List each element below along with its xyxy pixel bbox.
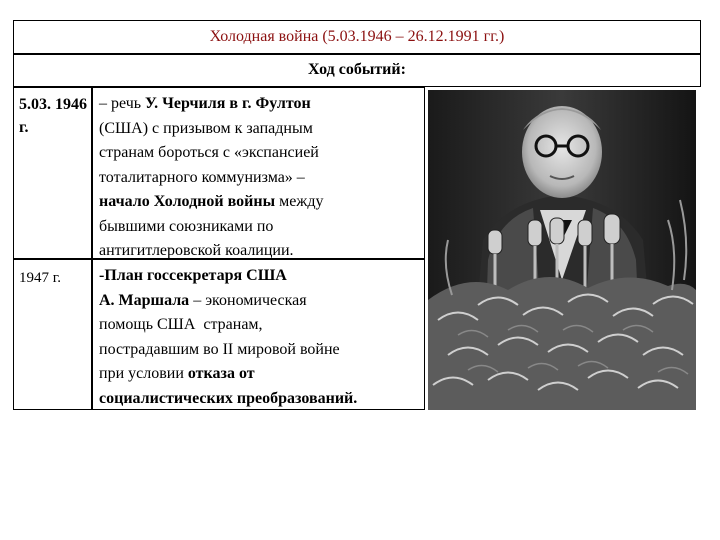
event-date-2: 1947 г. [19,270,61,286]
event-line [99,117,424,142]
event-text-bold: -План госсекретаря США [99,267,287,284]
event-text-run: (США) с призывом к западным [99,119,313,137]
event-text-bold: У. Черчиля в г. Фултон [145,95,311,112]
event-text-run: – экономическая [189,291,307,309]
event-line [99,92,424,117]
event-line [99,215,424,240]
event-text-run: помощь США странам, [99,316,263,333]
text-cell-2 [92,259,425,410]
event-text-run: тоталитарного коммунизма» – [99,168,305,186]
slide-title: Холодная война (5.03.1946 – 26.12.1991 гг.) [209,28,505,45]
event-text-run: при условии [99,365,188,382]
event-line [99,141,424,166]
event-line [99,166,424,191]
event-text-2 [99,264,424,411]
text-cell-1 [92,87,425,259]
event-text-bold: социалистических преобразований. [99,389,358,407]
date-cell-1 [13,87,92,259]
event-text-run: между [275,193,324,210]
subtitle-cell [13,54,701,87]
event-text-run: антигитлеровской коалиции. [99,242,294,259]
event-line [99,387,424,412]
events-heading: Ход событий: [308,61,406,78]
event-text-run: бывшими союзниками по [99,217,274,235]
event-text-bold: А. Маршала [99,291,190,309]
event-text-bold: начало Холодной войны [99,193,276,210]
event-text-run: – речь [99,95,146,112]
event-line [99,264,424,289]
event-line [99,313,424,338]
event-text-run: пострадавшим во II мировой войне [99,340,340,358]
event-text-bold: отказа от [187,365,255,382]
event-date-1: 5.03. 1946 г. [19,96,87,136]
event-line [99,338,424,363]
speaker-photo [428,90,696,410]
event-line [99,190,424,215]
title-cell [13,20,701,54]
event-line [99,362,424,387]
date-cell-2 [13,259,92,410]
event-text-run: странам бороться с «экспансией [99,144,319,161]
event-line [99,289,424,314]
event-text-1 [99,92,424,264]
